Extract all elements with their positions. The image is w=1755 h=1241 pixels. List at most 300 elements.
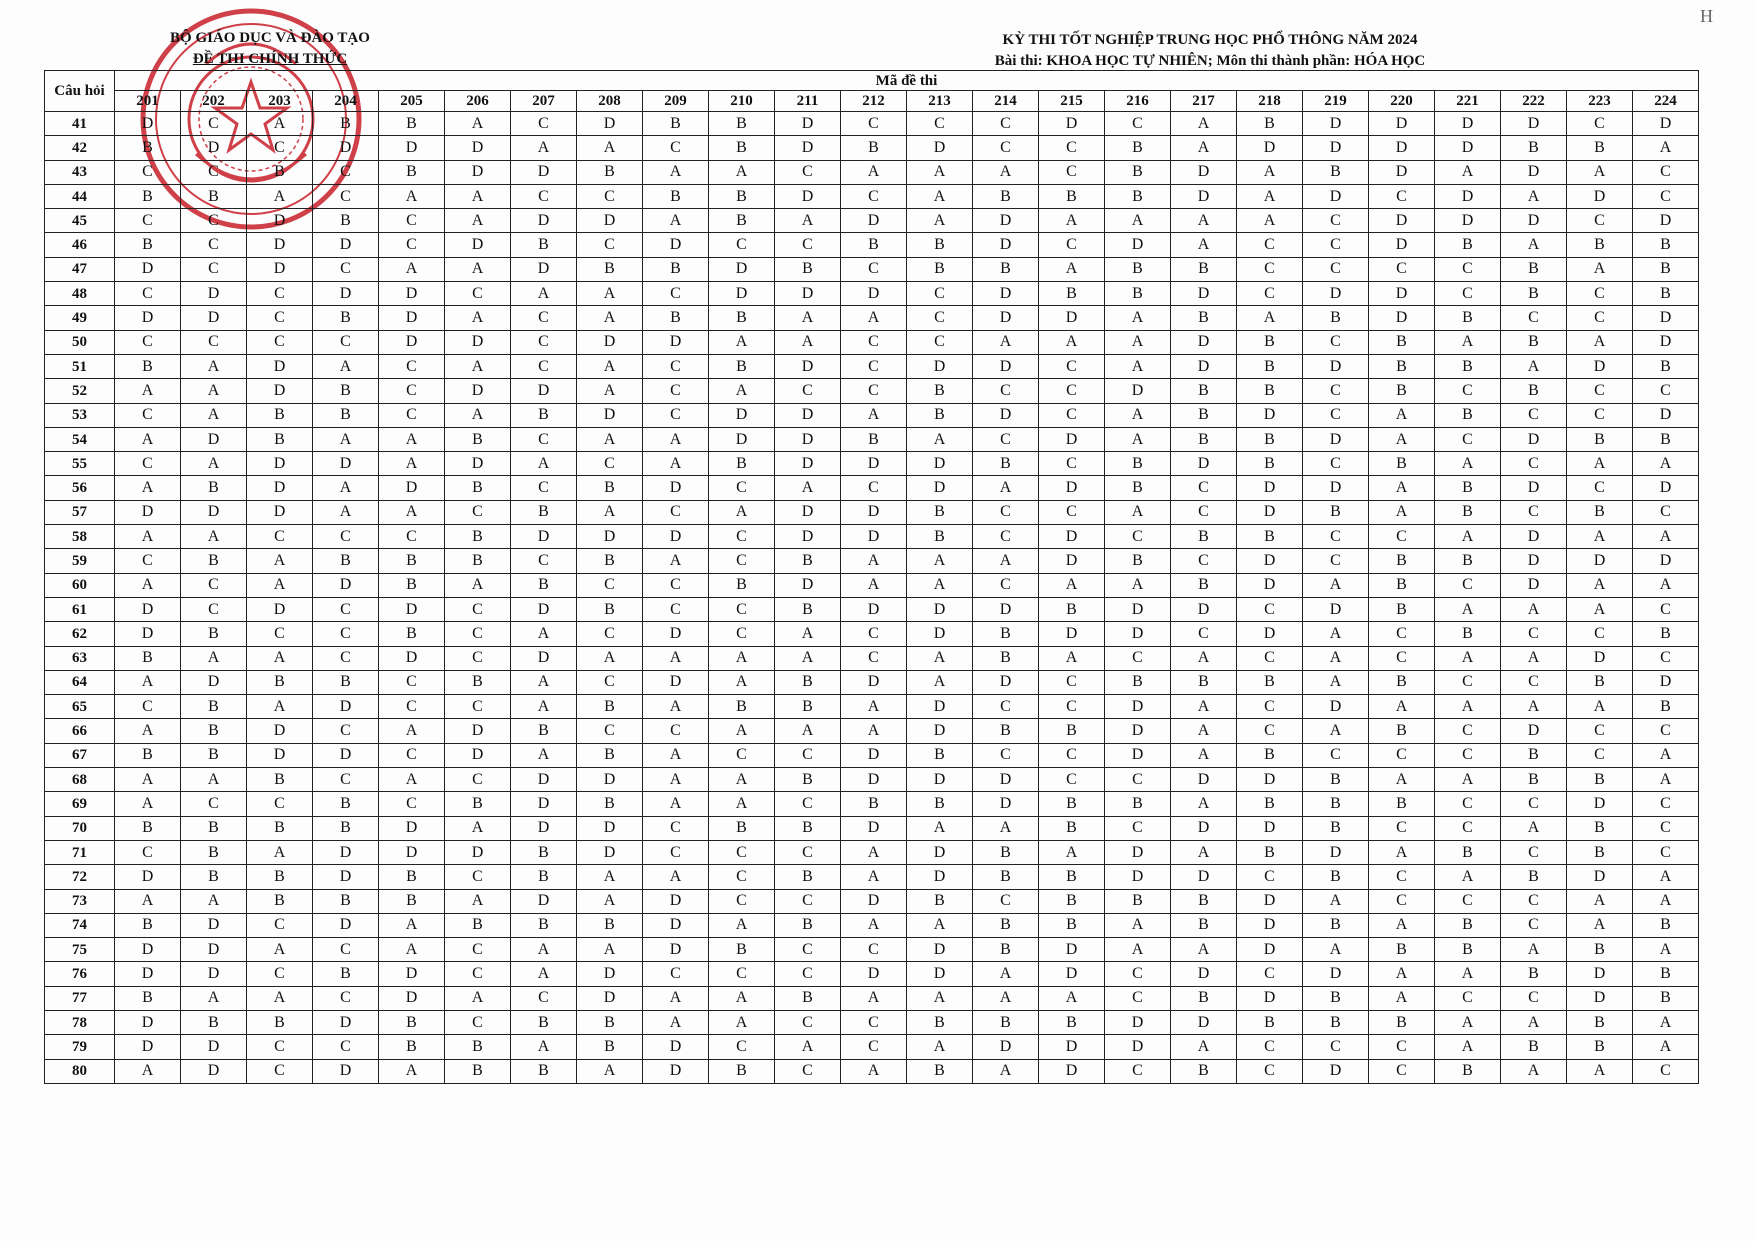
answer-cell: C — [973, 379, 1039, 403]
answer-cell: B — [577, 1035, 643, 1059]
answer-cell: A — [445, 184, 511, 208]
answer-cell: D — [247, 476, 313, 500]
answer-cell: A — [1369, 427, 1435, 451]
answer-key-table — [44, 70, 1699, 1084]
answer-cell: A — [841, 306, 907, 330]
answer-cell: B — [1171, 306, 1237, 330]
answer-cell: B — [709, 938, 775, 962]
answer-cell: B — [973, 257, 1039, 281]
answer-cell: D — [841, 525, 907, 549]
answer-cell: C — [247, 136, 313, 160]
answer-cell: A — [1105, 330, 1171, 354]
table-row — [45, 646, 1699, 670]
answer-cell: C — [1237, 719, 1303, 743]
answer-cell: A — [379, 500, 445, 524]
answer-cell: D — [1633, 330, 1699, 354]
answer-cell: C — [511, 986, 577, 1010]
answer-cell: A — [643, 986, 709, 1010]
header-row-codes — [45, 91, 1699, 112]
answer-cell: C — [1501, 403, 1567, 427]
answer-cell: C — [1633, 646, 1699, 670]
answer-cell: D — [1237, 986, 1303, 1010]
answer-cell: B — [511, 840, 577, 864]
answer-cell: D — [379, 597, 445, 621]
answer-cell: D — [181, 962, 247, 986]
answer-cell: A — [1039, 840, 1105, 864]
question-number: 71 — [45, 840, 115, 864]
answer-cell: C — [1303, 403, 1369, 427]
answer-cell: B — [1237, 743, 1303, 767]
answer-cell: B — [115, 184, 181, 208]
answer-cell: C — [643, 840, 709, 864]
answer-cell: A — [1171, 792, 1237, 816]
answer-cell: C — [379, 792, 445, 816]
answer-cell: D — [1039, 476, 1105, 500]
answer-cell: C — [1501, 840, 1567, 864]
answer-cell: A — [841, 840, 907, 864]
answer-cell: A — [379, 768, 445, 792]
answer-cell: D — [973, 354, 1039, 378]
answer-cell: B — [445, 476, 511, 500]
answer-cell: B — [907, 889, 973, 913]
answer-cell: D — [379, 330, 445, 354]
answer-cell: B — [1435, 306, 1501, 330]
answer-cell: D — [247, 379, 313, 403]
answer-cell: A — [973, 816, 1039, 840]
code-header-214: 214 — [973, 91, 1039, 112]
answer-cell: D — [445, 743, 511, 767]
answer-cell: B — [115, 136, 181, 160]
answer-cell: A — [1567, 597, 1633, 621]
answer-cell: A — [1369, 986, 1435, 1010]
answer-cell: C — [313, 622, 379, 646]
answer-cell: B — [1369, 379, 1435, 403]
answer-cell: D — [181, 938, 247, 962]
code-header-210: 210 — [709, 91, 775, 112]
answer-cell: C — [115, 282, 181, 306]
answer-cell: B — [1369, 452, 1435, 476]
table-row — [45, 549, 1699, 573]
answer-cell: D — [1105, 379, 1171, 403]
answer-cell: A — [1105, 500, 1171, 524]
answer-cell: D — [445, 452, 511, 476]
answer-cell: C — [1369, 525, 1435, 549]
answer-cell: D — [1435, 136, 1501, 160]
answer-cell: B — [577, 1010, 643, 1034]
answer-cell: D — [511, 792, 577, 816]
answer-cell: C — [775, 379, 841, 403]
answer-cell: A — [577, 646, 643, 670]
answer-cell: A — [643, 695, 709, 719]
answer-cell: D — [1105, 840, 1171, 864]
answer-cell: C — [115, 549, 181, 573]
answer-cell: D — [907, 476, 973, 500]
answer-cell: C — [841, 476, 907, 500]
question-number: 62 — [45, 622, 115, 646]
answer-cell: C — [313, 184, 379, 208]
answer-cell: A — [973, 330, 1039, 354]
answer-cell: B — [445, 525, 511, 549]
answer-cell: C — [643, 816, 709, 840]
answer-cell: D — [709, 403, 775, 427]
answer-cell: C — [841, 184, 907, 208]
answer-cell: D — [907, 695, 973, 719]
answer-cell: A — [379, 184, 445, 208]
answer-cell: B — [577, 257, 643, 281]
answer-cell: D — [1039, 938, 1105, 962]
answer-cell: C — [115, 209, 181, 233]
answer-cell: B — [1369, 330, 1435, 354]
answer-cell: A — [313, 354, 379, 378]
answer-cell: B — [1171, 889, 1237, 913]
table-row — [45, 282, 1699, 306]
answer-cell: D — [973, 1035, 1039, 1059]
answer-cell: C — [1369, 184, 1435, 208]
answer-cell: D — [643, 330, 709, 354]
answer-cell: A — [973, 549, 1039, 573]
answer-cell: B — [511, 233, 577, 257]
table-row — [45, 136, 1699, 160]
answer-cell: C — [313, 1035, 379, 1059]
answer-cell: D — [1237, 403, 1303, 427]
answer-cell: B — [709, 136, 775, 160]
answer-cell: A — [709, 330, 775, 354]
answer-cell: B — [379, 865, 445, 889]
question-number: 74 — [45, 913, 115, 937]
answer-cell: D — [1105, 622, 1171, 646]
answer-cell: A — [577, 865, 643, 889]
answer-cell: B — [511, 719, 577, 743]
answer-cell: D — [1237, 816, 1303, 840]
answer-cell: C — [445, 1010, 511, 1034]
answer-cell: C — [1105, 768, 1171, 792]
answer-cell: A — [1501, 1010, 1567, 1034]
answer-cell: B — [313, 209, 379, 233]
answer-cell: A — [1567, 160, 1633, 184]
answer-cell: B — [1105, 476, 1171, 500]
answer-cell: A — [577, 379, 643, 403]
answer-cell: A — [577, 938, 643, 962]
answer-cell: D — [1039, 525, 1105, 549]
answer-cell: A — [115, 889, 181, 913]
answer-cell: A — [973, 476, 1039, 500]
answer-cell: C — [1567, 306, 1633, 330]
answer-cell: C — [1237, 962, 1303, 986]
answer-cell: B — [445, 1035, 511, 1059]
answer-cell: C — [313, 330, 379, 354]
answer-cell: A — [1105, 403, 1171, 427]
answer-cell: C — [379, 525, 445, 549]
answer-cell: D — [313, 1059, 379, 1083]
answer-cell: D — [247, 354, 313, 378]
table-row — [45, 889, 1699, 913]
answer-cell: D — [313, 865, 379, 889]
answer-cell: A — [577, 306, 643, 330]
question-number: 67 — [45, 743, 115, 767]
answer-cell: A — [775, 476, 841, 500]
answer-cell: D — [1105, 743, 1171, 767]
answer-cell: A — [709, 986, 775, 1010]
answer-cell: B — [1237, 452, 1303, 476]
question-number: 48 — [45, 282, 115, 306]
answer-cell: A — [1435, 330, 1501, 354]
answer-cell: A — [1501, 354, 1567, 378]
answer-cell: A — [1633, 136, 1699, 160]
answer-cell: A — [115, 427, 181, 451]
answer-cell: D — [907, 136, 973, 160]
answer-cell: A — [1633, 938, 1699, 962]
answer-cell: A — [1633, 743, 1699, 767]
answer-cell: D — [511, 525, 577, 549]
table-row — [45, 427, 1699, 451]
answer-cell: C — [1105, 525, 1171, 549]
question-number: 73 — [45, 889, 115, 913]
question-number: 78 — [45, 1010, 115, 1034]
question-number: 42 — [45, 136, 115, 160]
answer-cell: B — [445, 670, 511, 694]
code-header-201: 201 — [115, 91, 181, 112]
answer-cell: B — [247, 816, 313, 840]
answer-cell: C — [247, 792, 313, 816]
question-header: Câu hỏi — [45, 71, 115, 112]
answer-cell: A — [511, 136, 577, 160]
answer-cell: C — [1105, 962, 1171, 986]
answer-cell: D — [775, 354, 841, 378]
answer-cell: D — [1237, 500, 1303, 524]
answer-cell: C — [181, 233, 247, 257]
answer-cell: C — [643, 719, 709, 743]
table-row — [45, 112, 1699, 136]
answer-cell: B — [1501, 1035, 1567, 1059]
question-number: 64 — [45, 670, 115, 694]
answer-cell: A — [775, 646, 841, 670]
answer-cell: A — [907, 160, 973, 184]
answer-cell: A — [1303, 938, 1369, 962]
question-number: 60 — [45, 573, 115, 597]
answer-cell: D — [247, 500, 313, 524]
answer-cell: D — [643, 938, 709, 962]
answer-cell: C — [313, 525, 379, 549]
question-number: 45 — [45, 209, 115, 233]
answer-cell: B — [841, 136, 907, 160]
answer-cell: C — [841, 330, 907, 354]
answer-cell: A — [1633, 1010, 1699, 1034]
answer-cell: B — [1171, 257, 1237, 281]
table-row — [45, 525, 1699, 549]
answer-cell: A — [1171, 209, 1237, 233]
answer-cell: B — [1039, 597, 1105, 621]
answer-cell: B — [709, 354, 775, 378]
answer-cell: B — [1369, 670, 1435, 694]
answer-cell: B — [1237, 427, 1303, 451]
answer-cell: A — [1171, 938, 1237, 962]
answer-cell: A — [115, 670, 181, 694]
answer-cell: B — [379, 573, 445, 597]
answer-cell: D — [313, 233, 379, 257]
question-number: 54 — [45, 427, 115, 451]
answer-cell: C — [907, 306, 973, 330]
answer-cell: D — [1567, 986, 1633, 1010]
answer-cell: D — [907, 865, 973, 889]
answer-cell: A — [577, 282, 643, 306]
answer-cell: D — [379, 646, 445, 670]
answer-cell: B — [1171, 1059, 1237, 1083]
answer-cell: B — [973, 184, 1039, 208]
answer-cell: D — [1237, 476, 1303, 500]
answer-cell: C — [1039, 500, 1105, 524]
answer-cell: C — [775, 840, 841, 864]
answer-cell: D — [577, 209, 643, 233]
answer-cell: D — [115, 112, 181, 136]
answer-cell: A — [1567, 525, 1633, 549]
answer-cell: B — [181, 719, 247, 743]
answer-cell: C — [1435, 889, 1501, 913]
answer-cell: A — [841, 695, 907, 719]
answer-cell: B — [709, 573, 775, 597]
answer-cell: B — [1039, 889, 1105, 913]
code-header-218: 218 — [1237, 91, 1303, 112]
table-row — [45, 354, 1699, 378]
answer-cell: C — [841, 646, 907, 670]
answer-cell: D — [643, 233, 709, 257]
answer-cell: D — [973, 233, 1039, 257]
answer-cell: C — [379, 403, 445, 427]
answer-cell: A — [1303, 889, 1369, 913]
answer-cell: D — [115, 622, 181, 646]
answer-cell: C — [313, 160, 379, 184]
answer-cell: C — [445, 695, 511, 719]
answer-cell: D — [775, 573, 841, 597]
answer-cell: A — [115, 379, 181, 403]
answer-cell: D — [313, 282, 379, 306]
answer-cell: C — [1237, 233, 1303, 257]
answer-cell: B — [841, 792, 907, 816]
answer-cell: D — [1303, 476, 1369, 500]
answer-cell: A — [1435, 452, 1501, 476]
answer-cell: D — [1171, 597, 1237, 621]
answer-cell: B — [181, 816, 247, 840]
answer-cell: A — [1633, 865, 1699, 889]
question-number: 80 — [45, 1059, 115, 1083]
answer-cell: D — [577, 768, 643, 792]
answer-cell: C — [1567, 622, 1633, 646]
answer-cell: D — [775, 136, 841, 160]
question-number: 52 — [45, 379, 115, 403]
exam-title: KỲ THI TỐT NGHIỆP TRUNG HỌC PHỔ THÔNG NĂM 2024 — [1002, 32, 1418, 48]
corner-handwritten-mark: H — [1700, 6, 1713, 26]
table-row — [45, 403, 1699, 427]
answer-cell: A — [511, 452, 577, 476]
answer-cell: B — [775, 257, 841, 281]
answer-cell: C — [643, 962, 709, 986]
answer-cell: D — [775, 282, 841, 306]
answer-cell: B — [907, 1010, 973, 1034]
answer-cell: C — [313, 597, 379, 621]
answer-rows — [45, 112, 1699, 1084]
answer-cell: B — [1303, 500, 1369, 524]
answer-cell: D — [1435, 184, 1501, 208]
answer-cell: C — [1633, 597, 1699, 621]
answer-cell: D — [1501, 112, 1567, 136]
answer-cell: B — [1105, 452, 1171, 476]
answer-cell: C — [1633, 160, 1699, 184]
answer-cell: B — [313, 112, 379, 136]
answer-cell: A — [1105, 427, 1171, 451]
answer-cell: C — [1171, 622, 1237, 646]
answer-cell: A — [709, 913, 775, 937]
answer-cell: A — [643, 160, 709, 184]
issuer-block — [120, 28, 420, 70]
answer-cell: D — [841, 743, 907, 767]
answer-cell: B — [1633, 695, 1699, 719]
answer-cell: C — [1633, 1059, 1699, 1083]
answer-cell: C — [709, 743, 775, 767]
answer-cell: D — [841, 452, 907, 476]
answer-cell: A — [445, 403, 511, 427]
answer-cell: C — [1039, 695, 1105, 719]
answer-cell: C — [1501, 622, 1567, 646]
answer-cell: D — [313, 452, 379, 476]
answer-cell: B — [1303, 816, 1369, 840]
answer-cell: C — [1039, 452, 1105, 476]
answer-cell: D — [1303, 136, 1369, 160]
answer-cell: B — [709, 452, 775, 476]
answer-cell: C — [313, 257, 379, 281]
table-row — [45, 938, 1699, 962]
answer-cell: A — [115, 1059, 181, 1083]
answer-cell: C — [1237, 282, 1303, 306]
answer-cell: D — [1303, 282, 1369, 306]
answer-cell: A — [643, 768, 709, 792]
answer-cell: D — [1633, 112, 1699, 136]
answer-cell: C — [379, 379, 445, 403]
answer-cell: B — [1633, 622, 1699, 646]
answer-cell: C — [907, 330, 973, 354]
answer-cell: A — [247, 549, 313, 573]
answer-cell: C — [1171, 476, 1237, 500]
answer-cell: D — [1237, 889, 1303, 913]
answer-cell: C — [1501, 913, 1567, 937]
answer-cell: C — [1633, 816, 1699, 840]
answer-cell: A — [1369, 913, 1435, 937]
answer-cell: C — [1501, 452, 1567, 476]
answer-cell: A — [643, 1010, 709, 1034]
answer-cell: C — [1369, 646, 1435, 670]
answer-cell: A — [1105, 209, 1171, 233]
answer-cell: C — [181, 160, 247, 184]
answer-cell: B — [1237, 792, 1303, 816]
answer-cell: C — [1633, 379, 1699, 403]
answer-cell: D — [577, 403, 643, 427]
answer-cell: A — [379, 913, 445, 937]
question-number: 63 — [45, 646, 115, 670]
answer-cell: A — [973, 962, 1039, 986]
answer-cell: A — [379, 938, 445, 962]
answer-cell: B — [775, 695, 841, 719]
question-number: 61 — [45, 597, 115, 621]
question-number: 41 — [45, 112, 115, 136]
answer-cell: C — [445, 865, 511, 889]
answer-cell: D — [1633, 209, 1699, 233]
answer-cell: C — [1303, 549, 1369, 573]
answer-cell: B — [1369, 597, 1435, 621]
answer-cell: A — [445, 354, 511, 378]
answer-cell: B — [643, 257, 709, 281]
answer-cell: D — [973, 282, 1039, 306]
answer-cell: A — [1105, 938, 1171, 962]
answer-cell: D — [577, 525, 643, 549]
answer-cell: A — [1369, 476, 1435, 500]
